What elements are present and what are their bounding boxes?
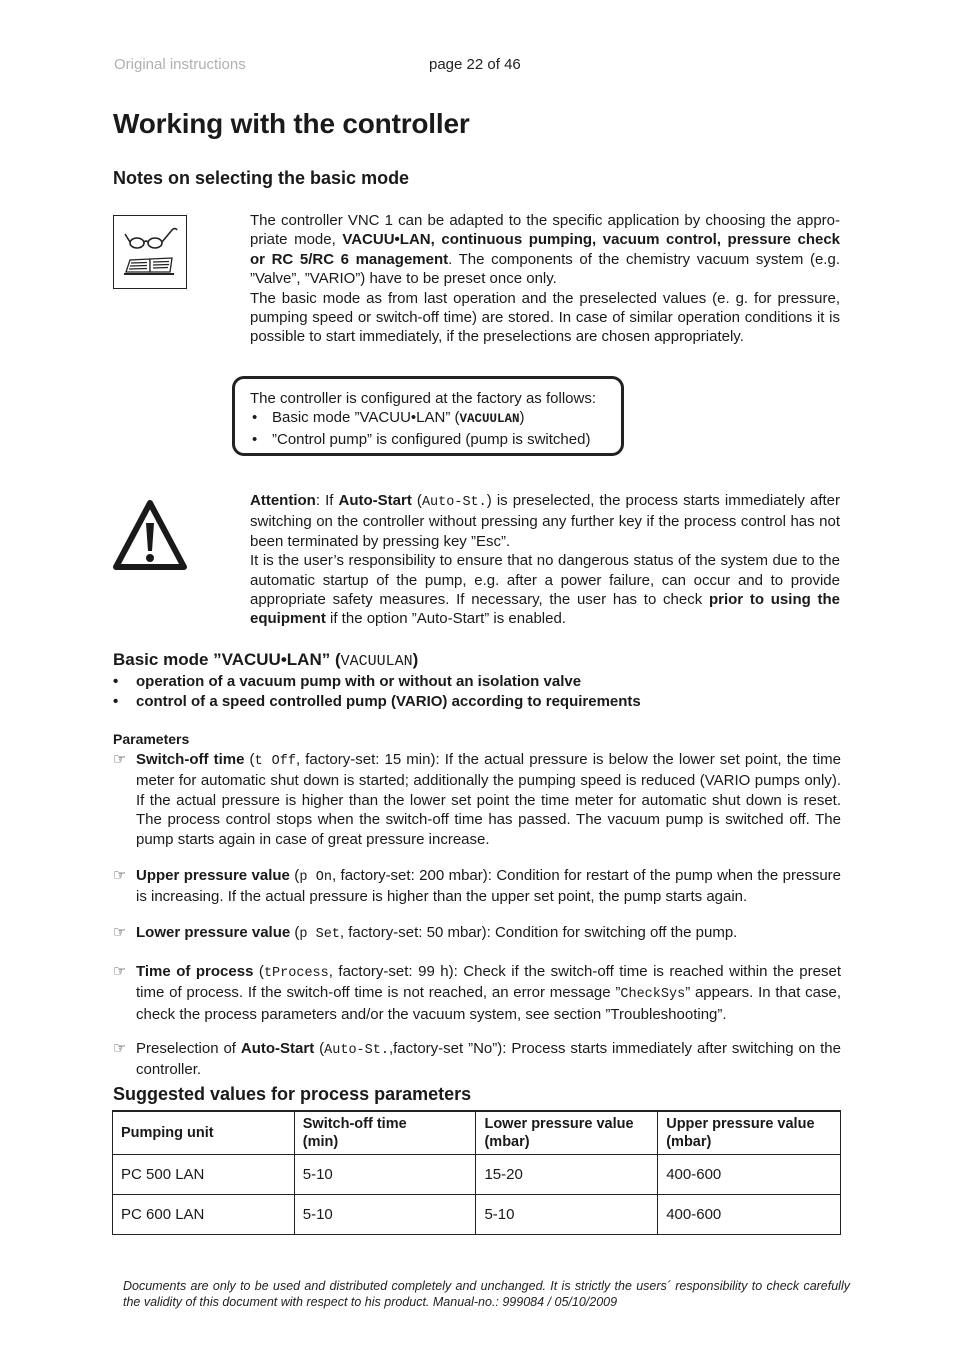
attention-paragraph-1: Attention: If Auto-Start (Auto-St.) is preselected, the process starts immediately after switching on the controller without pressing any further key if the process control has not been terminated by pressing key ”Esc”.: [250, 492, 840, 550]
factory-configuration-box: [232, 376, 624, 456]
param-lower-pressure: ☞ Lower pressure value (p Set, factory-set: 50 mbar): Condition for switching off the pump.: [113, 924, 738, 942]
table-cell: 5-10: [294, 1194, 476, 1234]
process-parameters-table: [112, 1110, 841, 1235]
header-document-type: Original instructions: [114, 56, 246, 73]
table-cell: 5-10: [476, 1194, 658, 1234]
pointing-hand-icon: ☞: [113, 751, 127, 768]
intro-text: [250, 211, 840, 347]
pointing-hand-icon: ☞: [113, 867, 127, 884]
column-header-switch-off-time: Switch-off time (min): [294, 1111, 476, 1154]
basic-mode-heading: Basic mode ”VACUU•LAN” (VACUULAN): [113, 650, 419, 670]
table-cell: 15-20: [476, 1154, 658, 1194]
intro-paragraph-2: The basic mode as from last operation and the preselected values (e. g. for pressure, pumping speed or switch-off time) are stored. In case of similar operation conditions it is possible to start immediately, if the preselections are chosen appropriately.: [250, 289, 840, 346]
pointing-hand-icon: ☞: [113, 963, 127, 980]
factory-item-control-pump: • ”Control pump” is configured (pump is switched): [250, 430, 621, 449]
intro-paragraph-1: The controller VNC 1 can be adapted to the specific application by choosing the appro-priate mode, VACUU•LAN, continuous pumping, vacuum control, pressure check or RC 5/RC 6 management. The components of the chemistry vacuum system (e.g. ”Valve”, ”VARIO”) have to be preset once only.: [250, 212, 841, 288]
table-row: [113, 1194, 841, 1234]
page-title: Working with the controller: [113, 108, 470, 139]
basic-mode-bullet-2: • control of a speed controlled pump (VARIO) according to requirements: [113, 693, 641, 710]
pointing-hand-icon: ☞: [113, 1040, 127, 1057]
param-switch-off-time: ☞ Switch-off time (t Off, factory-set: 15 min): If the actual pressure is below the lower set point, the time meter for automatic shut down is started; additionally the pumping speed is reduced (VARIO pumps only). If the actual pressure is higher than the lower set point the time meter for automatic shut down is reset. The process control stops when the switch-off time has passed. The vacuum pump is switched off. The pump starts again in case of great pressure increase.: [113, 751, 841, 848]
attention-text: [250, 491, 840, 629]
page-number: page 22 of 46: [429, 56, 521, 73]
table-cell: PC 600 LAN: [113, 1194, 295, 1234]
factory-item-basic-mode: • Basic mode ”VACUU•LAN” (VACUULAN): [250, 408, 621, 429]
param-time-of-process: ☞ Time of process (tProcess, factory-set: 99 h): Check if the switch-off time is reached within the preset time of process. If the switch-off time is not reached, an error message ”CheckSys” appears. In that case, check the process parameters and/or the vacuum system, see section ”Troubleshooting”.: [113, 963, 842, 1023]
factory-intro: The controller is configured at the factory as follows:: [250, 390, 596, 407]
param-upper-pressure: ☞ Upper pressure value (p On, factory-set: 200 mbar): Condition for restart of the pump when the pressure is increasing. If the actual pressure is higher than the upper set point, the pump starts again.: [113, 867, 841, 906]
read-manual-icon: [113, 215, 187, 289]
table-cell: 400-600: [658, 1194, 841, 1234]
warning-icon: [112, 497, 188, 573]
table-row: [113, 1154, 841, 1194]
table-cell: PC 500 LAN: [113, 1154, 295, 1194]
param-auto-start: ☞ Preselection of Auto-Start (Auto-St.,factory-set ”No”): Process starts immediately after switching on the controller.: [113, 1040, 841, 1079]
column-header-pumping-unit: Pumping unit: [113, 1111, 295, 1154]
column-header-lower-pressure: Lower pressure value (mbar): [476, 1111, 658, 1154]
table-cell: 400-600: [658, 1154, 841, 1194]
column-header-upper-pressure: Upper pressure value (mbar): [658, 1111, 841, 1154]
footer-disclaimer: Documents are only to be used and distributed completely and unchanged. It is strictly the users´ responsibility to check carefully the validity of this document with respect to his product. Manual-no.: 999084 / 05/10/2009: [123, 1279, 850, 1309]
pointing-hand-icon: ☞: [113, 924, 127, 941]
basic-mode-bullet-1: • operation of a vacuum pump with or without an isolation valve: [113, 673, 582, 690]
table-header-row: [113, 1111, 841, 1154]
table-cell: 5-10: [294, 1154, 476, 1194]
section-heading-basic-mode-notes: Notes on selecting the basic mode: [113, 168, 410, 188]
attention-paragraph-2: It is the user’s responsibility to ensure that no dangerous status of the system due to the automatic startup of the pump, e.g. after a power failure, can occur and to provide appropriate safety measures. If necessary, the user has to check prior to using the equipment if the option ”Auto-Start” is enabled.: [250, 552, 840, 628]
suggested-values-heading: Suggested values for process parameters: [113, 1084, 472, 1104]
parameters-label: Parameters: [113, 731, 190, 747]
